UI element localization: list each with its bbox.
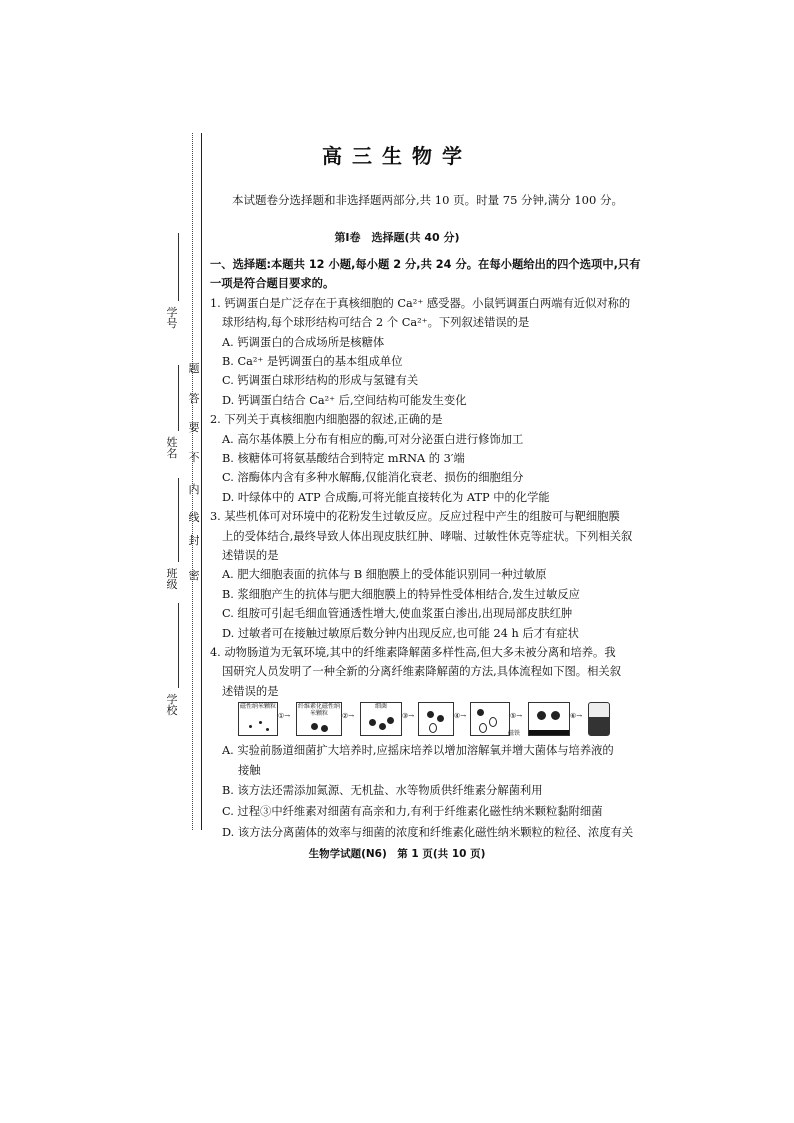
q2-option-c: C. 溶酶体内含有多种水解酶,仅能消化衰老、损伤的细胞组分 bbox=[222, 471, 524, 485]
flow-arrow: ⑥→ bbox=[570, 712, 583, 720]
q4-stem: 国研究人员发明了一种全新的分离纤维素降解菌的方法,具体流程如下图。相关叙 bbox=[222, 665, 621, 679]
flow-arrow: ①→ bbox=[278, 712, 291, 720]
flow-arrow: ⑤→ bbox=[510, 712, 523, 720]
label-class: 班级 bbox=[166, 567, 178, 591]
particle-dot bbox=[266, 728, 269, 731]
free-cell bbox=[479, 723, 487, 733]
q2-option-d: D. 叶绿体中的 ATP 合成酶,可将光能直接转化为 ATP 中的化学能 bbox=[222, 490, 550, 504]
q3-stem: 上的受体结合,最终导致人体出现皮肤红肿、哮喘、过敏性休克等症状。下列相关叙 bbox=[222, 529, 633, 543]
flow-box-cellulose-nanoparticles bbox=[296, 702, 342, 736]
page-footer: 生物学试题(N6) 第 1 页(共 10 页) bbox=[308, 848, 486, 860]
q3-option-b: B. 浆细胞产生的抗体与肥大细胞膜上的特异性受体相结合,发生过敏反应 bbox=[222, 587, 580, 601]
bound-cell bbox=[427, 711, 434, 718]
q3-option-c: C. 组胺可引起毛细血管通透性增大,使血浆蛋白渗出,出现局部皮肤红肿 bbox=[222, 607, 573, 621]
bound-cell bbox=[551, 711, 560, 720]
particle-cluster bbox=[321, 725, 328, 732]
particle-cluster bbox=[311, 723, 318, 730]
flow-arrow: ③→ bbox=[402, 712, 415, 720]
flow-box-magnet bbox=[528, 702, 570, 736]
label-school: 学校 bbox=[166, 693, 178, 717]
seal-char-1: 密 bbox=[188, 569, 200, 582]
step-number: ③ bbox=[402, 712, 409, 720]
step-number: ④ bbox=[454, 712, 461, 720]
q1-option-c: C. 钙调蛋白球形结构的形成与氢键有关 bbox=[222, 374, 419, 388]
q3-option-a: A. 肥大细胞表面的抗体与 B 细胞膜上的受体能识别同一种过敏原 bbox=[222, 568, 547, 582]
q1-stem: 1. 钙调蛋白是广泛存在于真核细胞的 Ca²⁺ 感受器。小鼠钙调蛋白两端有近似对称的 bbox=[210, 296, 631, 310]
step-number: ① bbox=[278, 712, 285, 720]
separation-flow-diagram bbox=[238, 702, 618, 736]
magnet-label: 磁铁 bbox=[508, 730, 521, 737]
tube-contents bbox=[589, 717, 609, 735]
q3-stem: 3. 某些机体可对环境中的花粉发生过敏反应。反应过程中产生的组胺可与靶细胞膜 bbox=[210, 510, 620, 524]
label-name: 姓名 bbox=[166, 436, 178, 460]
bound-cell bbox=[437, 715, 444, 722]
q2-option-a: A. 高尔基体膜上分布有相应的酶,可对分泌蛋白进行修饰加工 bbox=[222, 432, 524, 446]
seal-char-7: 答 bbox=[188, 392, 200, 405]
bacteria-cell bbox=[369, 719, 376, 726]
q1-option-d: D. 钙调蛋白结合 Ca²⁺ 后,空间结构可能发生变化 bbox=[222, 393, 467, 407]
flow-box-magnetic-nanoparticles bbox=[238, 702, 278, 736]
seal-char-4: 内 bbox=[188, 483, 200, 496]
step-number: ⑥ bbox=[570, 712, 577, 720]
flow-box-wash bbox=[470, 702, 510, 736]
q4-option-b: B. 该方法还需添加氮源、无机盐、水等物质供纤维素分解菌利用 bbox=[222, 784, 543, 797]
instruction-line: 一项是符合题目要求的。 bbox=[210, 277, 335, 291]
q3-stem: 述错误的是 bbox=[222, 549, 279, 562]
flow-box-label: 纤维素化磁性纳米颗粒 bbox=[297, 703, 340, 717]
instruction-line: 一、选择题:本题共 12 小题,每小题 2 分,共 24 分。在每小题给出的四个选项中,只有 bbox=[210, 258, 641, 271]
q3-option-d: D. 过敏者可在接触过敏原后数分钟内出现反应,也可能 24 h 后才有症状 bbox=[222, 626, 579, 640]
q4-stem: 述错误的是 bbox=[222, 684, 279, 698]
q4-stem: 4. 动物肠道为无氧环境,其中的纤维素降解菌多样性高,但大多未被分离和培养。我 bbox=[210, 646, 616, 659]
seal-char-3: 线 bbox=[188, 511, 200, 524]
culture-tube-icon bbox=[588, 702, 610, 736]
free-cell bbox=[489, 717, 497, 727]
q2-stem: 2. 下列关于真核细胞内细胞器的叙述,正确的是 bbox=[210, 413, 443, 427]
particle-dot bbox=[249, 725, 252, 728]
seal-char-2: 封 bbox=[188, 534, 200, 547]
flow-arrow: ④→ bbox=[454, 712, 467, 720]
seal-char-6: 要 bbox=[188, 421, 200, 434]
flow-box-label: 细菌 bbox=[374, 703, 387, 710]
field-name bbox=[178, 365, 179, 431]
bacteria-cell bbox=[387, 717, 394, 724]
bound-cell bbox=[477, 709, 484, 716]
field-school bbox=[178, 603, 179, 688]
seal-char-8: 题 bbox=[188, 362, 200, 375]
q4-option-a: A. 实验前肠道细菌扩大培养时,应摇床培养以增加溶解氧并增大菌体与培养液的 bbox=[222, 744, 614, 757]
magnet-bar bbox=[529, 730, 569, 735]
label-student-id: 学号 bbox=[166, 306, 178, 330]
flow-box-bacteria bbox=[360, 702, 402, 736]
free-cell bbox=[429, 723, 437, 733]
q4-option-a-cont: 接触 bbox=[238, 764, 261, 777]
q1-stem: 球形结构,每个球形结构可结合 2 个 Ca²⁺。下列叙述错误的是 bbox=[222, 316, 530, 330]
bound-cell bbox=[537, 711, 546, 720]
flow-arrow: ②→ bbox=[342, 712, 355, 720]
step-number: ⑤ bbox=[510, 712, 517, 720]
field-class bbox=[178, 478, 179, 562]
section-heading: 第Ⅰ卷 选择题(共 40 分) bbox=[334, 231, 460, 244]
q1-option-b: B. Ca²⁺ 是钙调蛋白的基本组成单位 bbox=[222, 355, 403, 368]
q2-option-b: B. 核糖体可将氨基酸结合到特定 mRNA 的 3′端 bbox=[222, 452, 465, 465]
flow-box-binding bbox=[418, 702, 454, 736]
q4-option-c: C. 过程③中纤维素对细菌有高亲和力,有利于纤维素化磁性纳米颗粒黏附细菌 bbox=[222, 805, 603, 818]
bacteria-cell bbox=[379, 723, 386, 730]
step-number: ② bbox=[342, 712, 349, 720]
q4-option-d: D. 该方法分离菌体的效率与细菌的浓度和纤维素化磁性纳米颗粒的粒径、浓度有关 bbox=[222, 826, 634, 839]
exam-intro: 本试题卷分选择题和非选择题两部分,共 10 页。时量 75 分钟,满分 100 分。 bbox=[232, 193, 623, 207]
page-title: 高三生物学 bbox=[322, 144, 472, 168]
q1-option-a: A. 钙调蛋白的合成场所是核糖体 bbox=[222, 335, 385, 349]
seal-char-5: 不 bbox=[188, 451, 200, 464]
flow-box-label: 磁性纳米颗粒 bbox=[239, 703, 276, 710]
particle-dot bbox=[259, 721, 262, 724]
